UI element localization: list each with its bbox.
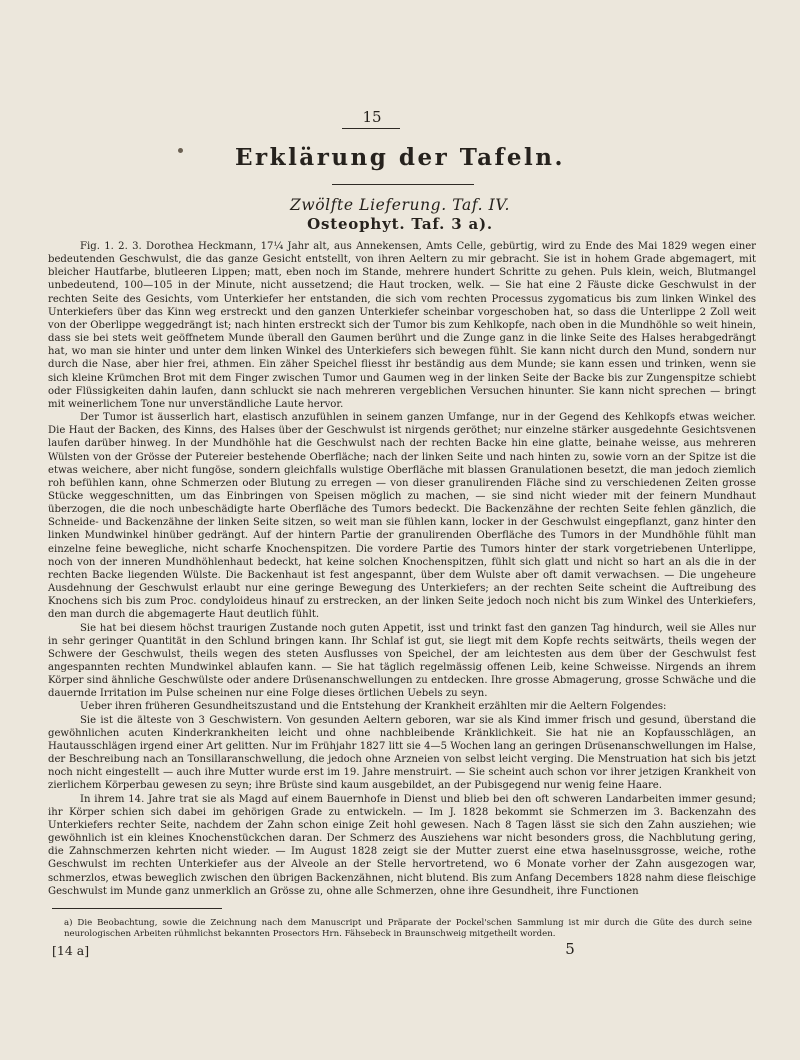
paragraph-2: Der Tumor ist äusserlich hart, elastisch anzufühlen in seinem ganzen Umfange, nur in der Gegend des Kehlkopfs etwas weicher. Die Haut der Backen, des Kinns, des Halses über der Geschwulst ist nirgends geröthet; nur einzelne stärker ausgedehnte Gesichtsvenen laufen darüber hinweg. In der Mundhöhle hat die Geschwulst nach der rechten Backe hin eine glatte, beinahe weisse, aus mehreren Wülsten von der Grösse der Putereier bestehende Oberfläche; nach der linken Seite und nach hinten zu, sowie vorn an der Spitze ist die etwas weichere, aber nicht fungöse, sondern gleichfalls wulstige Oberfläche mit blassen Granulationen besetzt, die man jedoch ziemlich roh befühlen kann, ohne Schmerzen oder Blutung zu erregen — von dieser granulirenden Fläche sind zu verschiedenen Zeiten grosse Stücke weggeschnitten, um das Einbringen von Speisen möglich zu machen, — sie sind nicht wieder mit der feinern Mundhaut überzogen, die die noch unbeschädigte harte Oberfläche des Tumors bedeckt. Die Backenzähne der rechten Seite fehlen gänzlich, die Schneide- und Backenzähne der linken Seite sitzen, so weit man sie fühlen kann, locker in der Geschwulst eingepflanzt, ganz hinter den linken Mundwinkel hinüber gedrängt. Auf der hintern Partie der granulirenden Oberfläche des Tumors in der Mundhöhle fühlt man einzelne feine bewegliche, nicht scharfe Knochenspitzen. Die vordere Partie des Tumors hinter der stark vorgetriebenen Unterlippe, noch von der inneren Mundhöhlenhaut bedeckt, hat keine solchen Knochenspitzen, fühlt sich glatt und nicht so hart an als die in der rechten Backe liegenden Wülste. Die Backenhaut ist fest angespannt, über dem Wulste aber oft damit verwachsen. — Die ungeheure Ausdehnung der Geschwulst erlaubt nur eine geringe Bewegung des Unterkiefers; an der rechten Seite scheint die Auftreibung des Knochens sich bis zum Proc. condyloideus hinauf zu erstrecken, an der linken Seite jedoch noch nicht bis zum Winkel des Unterkiefers, den man durch die abgemagerte Haut deutlich fühlt.: [48, 412, 756, 621]
footnote: a) Die Beobachtung, sowie die Zeichnung nach dem Manuscript und Präparate der Pockel'schen Sammlung ist mir durch die Güte des durch seine neurologischen Arbeiten rühmlichst bekannten Prosectors Hrn. Fähsebeck in Braunschweig mitgetheilt worden.: [64, 918, 752, 939]
page-title: Erklärung der Tafeln.: [234, 144, 566, 171]
printer-signature: [14 a]: [52, 943, 90, 958]
paragraph-6: In ihrem 14. Jahre trat sie als Magd auf einem Bauernhofe in Dienst und blieb bei den oft schweren Landarbeiten immer gesund; ihr Körper schien sich dabei im gehörigen Grade zu entwickeln. — Im J. 1828 bekommt sie Schmerzen im 3. Backenzahn des Unterkiefers rechter Seite, nachdem der Zahn schon einige Zeit hohl gewesen. Nach 8 Tagen lässt sie sich den Zahn ausziehen; wie gewöhnlich ist ein kleines Knochenstückchen daran. Der Schmerz des Ausziehens war nicht besonders gross, die Nachblutung gering, die Zahnschmerzen kehrten nicht wieder. — Im August 1828 zeigt sie der Mutter zuerst eine etwa haselnussgrosse, weiche, rothe Geschwulst im rechten Unterkiefer aus der Alveole an der Stelle hervortretend, wo 6 Monate vorher der Zahn ausgezogen war, schmerzlos, etwas beweglich zwischen den übrigen Backenzähnen, nicht blutend. Bis zum Anfang Decembers 1828 nahm diese fleischige Geschwulst im Munde ganz unmerklich an Grösse zu, ohne alle Schmerzen, ohne ihre Gesundheit, ihre Functionen: [48, 793, 756, 897]
paragraph-5: Sie ist die älteste von 3 Geschwistern. Von gesunden Aeltern geboren, war sie als Kind immer frisch und gesund, überstand die gewöhnlichen acuten Kinderkrankheiten leicht und ohne nachbleibende Kränklichkeit. Sie hat nie an Kopfausschlägen, an Hautausschlägen irgend einer Art gelitten. Nur im Frühjahr 1827 litt sie 4—5 Wochen lang an geringen Drüsenanschwellungen im Halse, der Beschreibung nach an Tonsillaranschwellung, die jedoch ohne Arzneien von selbst leicht verging. Die Menstruation hat sich bis jetzt noch nicht eingestellt — auch ihre Mutter wurde erst im 19. Jahre menstruirt. — Sie scheint auch schon vor ihrer jetzigen Krankheit von zierlichem Körperbau gewesen zu seyn; ihre Brüste sind kaum ausgebildet, an der Pubisgegend nur wenig feine Haare.: [48, 714, 756, 792]
delivery-subtitle: Zwölfte Lieferung. Taf. IV.: [289, 196, 511, 214]
body-text: [48, 240, 756, 898]
paragraph-1: Fig. 1. 2. 3. Dorothea Heckmann, 17¼ Jahr alt, aus Annekensen, Amts Celle, gebürtig, wird zu Ende des Mai 1829 wegen einer bedeutenden Geschwulst, die das ganze Gesicht entstellt, von ihren Aeltern zu mir gebracht. Sie ist in hohem Grade abgemagert, mit bleicher Hautfarbe, blutleeren Lippen; matt, eben noch im Stande, mehrere hundert Schritte zu gehen. Puls klein, weich, Blutmangel unbedeutend, 100—105 in der Minute, nicht aussetzend; die Haut trocken, welk. — Sie hat eine 2 Fäuste dicke Geschwulst in der rechten Seite des Gesichts, vom Unterkiefer her entstanden, die sich vom rechten Processus zygomaticus bis zum linken Winkel des Unterkiefers über das Kinn weg erstreckt und den ganzen Unterkiefer scheinbar vorgeschoben hat, so dass die Unterlippe 2 Zoll weit von der Oberlippe weggedrängt ist; nach hinten erstreckt sich der Tumor bis zum Kehlkopfe, nach oben in die Mundhöhle so weit hinein, dass sie bei stets weit geöffnetem Munde überall den Gaumen berührt und die Zunge ganz in die linke Seite des Halses herabgedrängt hat, wo man sie hinter und unter dem linken Winkel des Unterkiefers sich bewegen fühlt. Sie kann nicht durch den Mund, sondern nur durch die Nase, aber hier frei, athmen. Ein zäher Speichel fliesst ihr beständig aus dem Munde; sie kann essen und trinken, wenn sie sich kleine Krümchen Brot mit dem Finger zwischen Tumor und Gaumen weg in der linken Seite der Backe bis zur Zungenspitze schiebt oder Flüssigkeiten dahin laufen, dann schluckt sie nach mehreren vergeblichen Versuchen hinunter. Sie kann nicht sprechen — bringt mit weinerlichem Tone nur unverständliche Laute hervor.: [48, 241, 756, 410]
page-number-rule: [342, 128, 400, 129]
footnote-rule: [52, 908, 222, 909]
signature-number: 5: [565, 940, 575, 958]
paragraph-3: Sie hat bei diesem höchst traurigen Zustande noch guten Appetit, isst und trinkt fast den ganzen Tag hindurch, weil sie Alles nur in sehr geringer Quantität in den Schlund bringen kann. Ihr Schlaf ist gut, sie liegt mit dem Kopfe rechts seitwärts, theils wegen der Schwere der Geschwulst, theils wegen des steten Ausflusses von Speichel, der am leichtesten aus dem über der Geschwulst fest angespannten rechten Mundwinkel ablaufen kann. — Sie hat täglich regelmässig offenen Leib, keine Schweisse. Nirgends an ihrem Körper sind ähnliche Geschwülste oder andere Drüsenanschwellungen zu entdecken. Ihre grosse Abmagerung, grosse Schwäche und die dauernde Irritation im Pulse scheinen nur eine Folge dieses örtlichen Uebels zu seyn.: [48, 622, 756, 700]
title-rule: [332, 184, 474, 185]
page-number: 15: [362, 108, 382, 126]
section-heading: Osteophyt. Taf. 3 a).: [307, 215, 493, 233]
paragraph-4: Ueber ihren früheren Gesundheitszustand und die Entstehung der Krankheit erzählten mir die Aeltern Folgendes:: [80, 701, 667, 713]
